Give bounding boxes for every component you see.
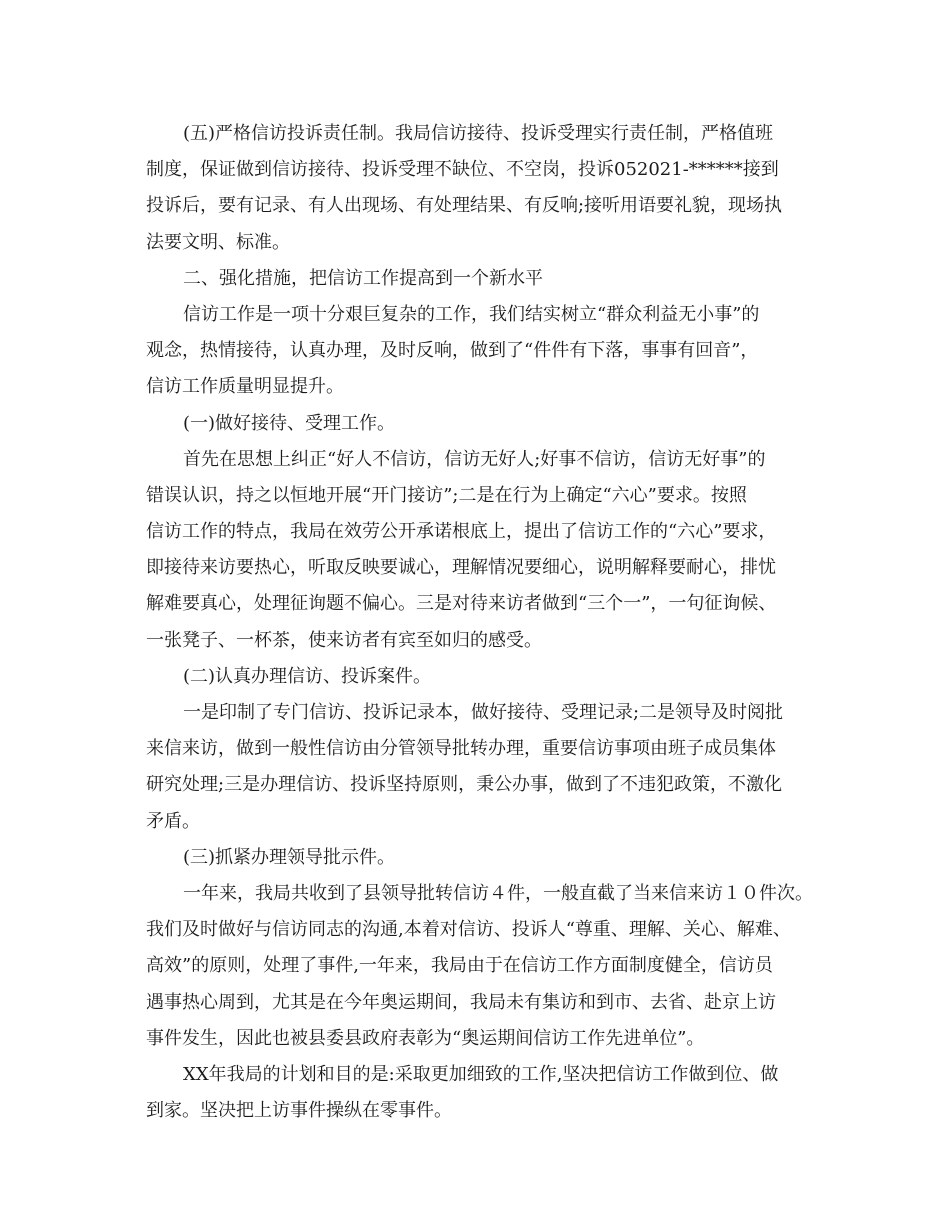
paragraph-line: 首先在思想上纠正“好人不信访，信访无好人;好事不信访，信访无好事”的 [183, 448, 766, 470]
subsection-heading: (一)做好接待、受理工作。 [183, 412, 396, 434]
paragraph-line: 解难要真心，处理征询题不偏心。三是对待来访者做到“三个一”，一句征询候、 [146, 593, 777, 615]
subsection-heading: (三)抓紧办理领导批示件。 [183, 846, 396, 868]
paragraph-line: 我们及时做好与信访同志的沟通,本着对信访、投诉人“尊重、理解、关心、解难、 [146, 919, 791, 941]
paragraph-line: 观念，热情接待，认真办理，及时反响，做到了“件件有下落，事事有回音”， [146, 340, 759, 362]
paragraph-line: 一年来，我局共收到了县领导批转信访４件，一般直截了当来信来访１０件次。 [183, 882, 813, 904]
paragraph-line: 信访工作质量明显提升。 [146, 376, 344, 398]
paragraph-line: 法要文明、标准。 [146, 231, 290, 253]
paragraph-line: 到家。坚决把上访事件操纵在零事件。 [146, 1100, 452, 1122]
paragraph-line: (五)严格信访投诉责任制。我局信访接待、投诉受理实行责任制，严格值班 [183, 123, 774, 144]
paragraph-line: 矛盾。 [146, 810, 200, 832]
paragraph-line: 错误认识，持之以恒地开展“开门接访”;二是在行为上确定“六心”要求。按照 [146, 484, 747, 506]
paragraph-line: 投诉后，要有记录、有人出现场、有处理结果、有反响;接听用语要礼貌，现场执 [146, 195, 783, 217]
subsection-heading: (二)认真办理信访、投诉案件。 [183, 665, 432, 687]
paragraph-line: 高效”的原则，处理了事件,一年来，我局由于在信访工作方面制度健全，信访员 [146, 955, 773, 977]
paragraph-line: 一张凳子、一杯茶，使来访者有宾至如归的感受。 [146, 629, 542, 651]
paragraph-line: 事件发生，因此也被县委县政府表彰为“奥运期间信访工作先进单位”。 [146, 1027, 705, 1049]
paragraph-line: 制度，保证做到信访接待、投诉受理不缺位、不空岗，投诉052021-******接到 [146, 159, 779, 181]
paragraph-line: 来信来访，做到一般性信访由分管领导批转办理，重要信访事项由班子成员集体 [146, 738, 776, 760]
paragraph-line: 信访工作的特点，我局在效劳公开承诺根底上，提出了信访工作的“六心”要求， [146, 521, 777, 543]
paragraph-line: 遇事热心周到，尤其是在今年奥运期间，我局未有集访和到市、去省、赴京上访 [146, 991, 776, 1013]
document-body [146, 116, 816, 1129]
paragraph-line: 研究处理;三是办理信访、投诉坚持原则，秉公办事，做到了不违犯政策，不激化 [146, 774, 783, 796]
paragraph-line: 信访工作是一项十分艰巨复杂的工作，我们结实树立“群众利益无小事”的 [183, 303, 760, 325]
paragraph-line: XX年我局的计划和目的是:采取更加细致的工作,坚决把信访工作做到位、做 [183, 1063, 779, 1085]
paragraph-line: 一是印制了专门信访、投诉记录本，做好接待、受理记录;二是领导及时阅批 [183, 702, 784, 723]
paragraph-line: 即接待来访要热心，听取反映要诚心，理解情况要细心，说明解释要耐心，排忧 [146, 557, 776, 579]
section-heading: 二、强化措施，把信访工作提高到一个新水平 [183, 267, 543, 289]
